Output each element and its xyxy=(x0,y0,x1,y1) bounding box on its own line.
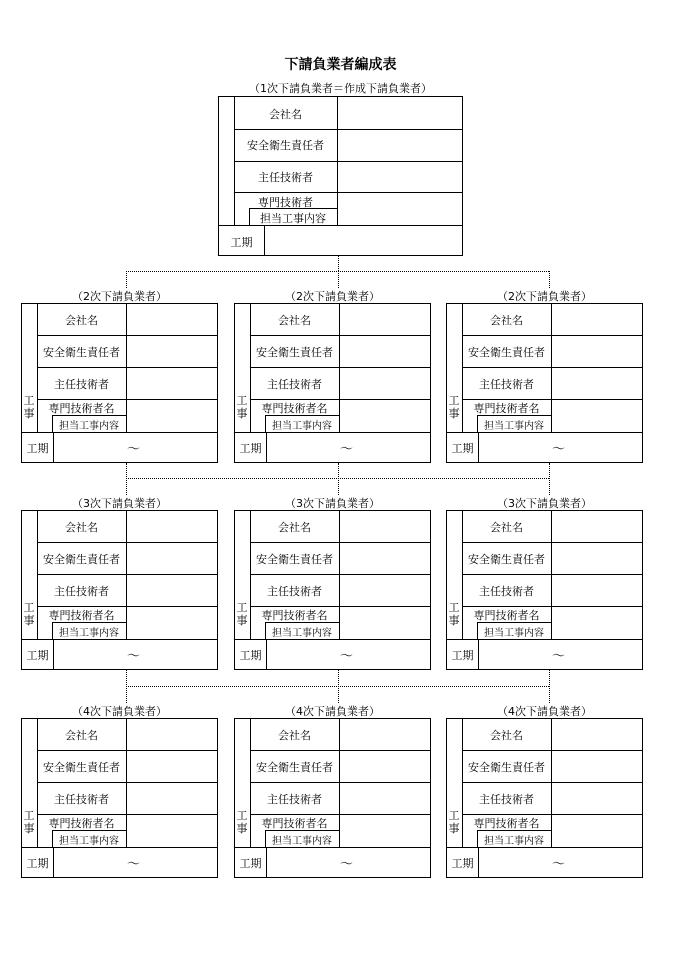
period-tilde: ～ xyxy=(340,442,354,457)
chief-engineer-label: 主任技術者 xyxy=(267,793,322,806)
work-content-label: 担当工事内容 xyxy=(59,836,119,847)
period-tilde: ～ xyxy=(552,857,566,872)
tier1-card xyxy=(218,96,463,256)
chief-engineer-label: 主任技術者 xyxy=(267,378,322,391)
work-content-label: 担当工事内容 xyxy=(272,421,332,432)
chief-engineer-label: 主任技術者 xyxy=(479,378,534,391)
tier2-card xyxy=(234,303,431,463)
tier2-caption: （2次下請負業者） xyxy=(285,290,380,303)
tier1-specialist-label: 専門技術者 xyxy=(258,196,313,209)
construction-label-kou: 工 xyxy=(23,809,35,822)
construction-label-ji: 事 xyxy=(23,407,35,420)
work-content-label: 担当工事内容 xyxy=(59,628,119,639)
period-tilde: ～ xyxy=(340,649,354,664)
specialist-label: 専門技術者名 xyxy=(48,609,115,622)
specialist-label: 専門技術者名 xyxy=(473,609,540,622)
specialist-label: 専門技術者名 xyxy=(473,402,540,415)
safety-officer-label: 安全衛生責任者 xyxy=(43,346,120,359)
construction-label-ji: 事 xyxy=(236,614,248,627)
period-label: 工期 xyxy=(451,857,474,870)
period-tilde: ～ xyxy=(127,649,141,664)
tier4-caption: （4次下請負業者） xyxy=(497,705,592,718)
connector-line xyxy=(338,271,339,288)
construction-label-ji: 事 xyxy=(236,822,248,835)
safety-officer-label: 安全衛生責任者 xyxy=(468,346,545,359)
construction-label-kou: 工 xyxy=(448,809,460,822)
connector-line xyxy=(549,463,550,495)
tier2-card xyxy=(446,303,643,463)
tier1-safety-label: 安全衛生責任者 xyxy=(247,139,324,152)
tier4-caption: （4次下請負業者） xyxy=(72,705,167,718)
construction-label-ji: 事 xyxy=(448,614,460,627)
connector-line xyxy=(126,463,127,495)
tier3-card xyxy=(234,510,431,670)
connector-line xyxy=(549,271,550,288)
construction-label-ji: 事 xyxy=(236,407,248,420)
page-title: 下請負業者編成表 xyxy=(284,57,397,73)
specialist-label: 専門技術者名 xyxy=(48,817,115,830)
construction-label-ji: 事 xyxy=(448,407,460,420)
tier1-period-label: 工期 xyxy=(230,236,253,249)
work-content-label: 担当工事内容 xyxy=(272,628,332,639)
tier4-card xyxy=(446,718,643,878)
specialist-label: 専門技術者名 xyxy=(261,609,328,622)
safety-officer-label: 安全衛生責任者 xyxy=(43,761,120,774)
connector-line xyxy=(126,478,549,479)
specialist-label: 専門技術者名 xyxy=(473,817,540,830)
tier3-caption: （3次下請負業者） xyxy=(285,497,380,510)
construction-label-kou: 工 xyxy=(448,394,460,407)
company-label: 会社名 xyxy=(65,729,98,742)
connector-line xyxy=(549,670,550,703)
tier4-caption: （4次下請負業者） xyxy=(285,705,380,718)
work-content-label: 担当工事内容 xyxy=(272,836,332,847)
period-tilde: ～ xyxy=(552,649,566,664)
safety-officer-label: 安全衛生責任者 xyxy=(468,761,545,774)
tier2-caption: （2次下請負業者） xyxy=(497,290,592,303)
construction-label-kou: 工 xyxy=(23,601,35,614)
construction-label-kou: 工 xyxy=(448,601,460,614)
safety-officer-label: 安全衛生責任者 xyxy=(468,553,545,566)
period-label: 工期 xyxy=(451,442,474,455)
chief-engineer-label: 主任技術者 xyxy=(267,585,322,598)
construction-label-kou: 工 xyxy=(236,809,248,822)
connector-line xyxy=(338,256,339,271)
connector-line xyxy=(126,271,127,288)
period-tilde: ～ xyxy=(127,442,141,457)
tier3-card xyxy=(446,510,643,670)
period-label: 工期 xyxy=(26,857,49,870)
specialist-label: 専門技術者名 xyxy=(48,402,115,415)
construction-label-ji: 事 xyxy=(448,822,460,835)
company-label: 会社名 xyxy=(65,521,98,534)
specialist-label: 専門技術者名 xyxy=(261,817,328,830)
company-label: 会社名 xyxy=(65,314,98,327)
period-label: 工期 xyxy=(451,649,474,662)
tier2-card xyxy=(21,303,218,463)
tier1-caption: （1次下請負業者＝作成下請負業者） xyxy=(249,82,432,95)
chief-engineer-label: 主任技術者 xyxy=(54,585,109,598)
company-label: 会社名 xyxy=(490,314,523,327)
company-label: 会社名 xyxy=(278,314,311,327)
work-content-label: 担当工事内容 xyxy=(484,628,544,639)
tier4-card xyxy=(234,718,431,878)
tier3-caption: （3次下請負業者） xyxy=(72,497,167,510)
company-label: 会社名 xyxy=(490,521,523,534)
company-label: 会社名 xyxy=(278,729,311,742)
chief-engineer-label: 主任技術者 xyxy=(479,585,534,598)
work-content-label: 担当工事内容 xyxy=(484,836,544,847)
period-label: 工期 xyxy=(239,442,262,455)
period-tilde: ～ xyxy=(552,442,566,457)
period-tilde: ～ xyxy=(127,857,141,872)
chief-engineer-label: 主任技術者 xyxy=(54,378,109,391)
safety-officer-label: 安全衛生責任者 xyxy=(256,346,333,359)
specialist-label: 専門技術者名 xyxy=(261,402,328,415)
period-label: 工期 xyxy=(239,649,262,662)
period-label: 工期 xyxy=(26,649,49,662)
period-label: 工期 xyxy=(26,442,49,455)
safety-officer-label: 安全衛生責任者 xyxy=(43,553,120,566)
work-content-label: 担当工事内容 xyxy=(484,421,544,432)
company-label: 会社名 xyxy=(490,729,523,742)
period-label: 工期 xyxy=(239,857,262,870)
connector-line xyxy=(126,686,549,687)
tier1-work-label: 担当工事内容 xyxy=(260,212,326,225)
safety-officer-label: 安全衛生責任者 xyxy=(256,761,333,774)
construction-label-ji: 事 xyxy=(23,614,35,627)
construction-label-kou: 工 xyxy=(236,601,248,614)
tier2-caption: （2次下請負業者） xyxy=(72,290,167,303)
chief-engineer-label: 主任技術者 xyxy=(54,793,109,806)
period-tilde: ～ xyxy=(340,857,354,872)
construction-label-kou: 工 xyxy=(236,394,248,407)
tier4-card xyxy=(21,718,218,878)
tier1-company-label: 会社名 xyxy=(269,108,302,121)
company-label: 会社名 xyxy=(278,521,311,534)
tier1-chief-label: 主任技術者 xyxy=(258,171,313,184)
safety-officer-label: 安全衛生責任者 xyxy=(256,553,333,566)
chief-engineer-label: 主任技術者 xyxy=(479,793,534,806)
connector-line xyxy=(338,463,339,495)
tier3-card xyxy=(21,510,218,670)
work-content-label: 担当工事内容 xyxy=(59,421,119,432)
tier3-caption: （3次下請負業者） xyxy=(497,497,592,510)
construction-label-ji: 事 xyxy=(23,822,35,835)
construction-label-kou: 工 xyxy=(23,394,35,407)
